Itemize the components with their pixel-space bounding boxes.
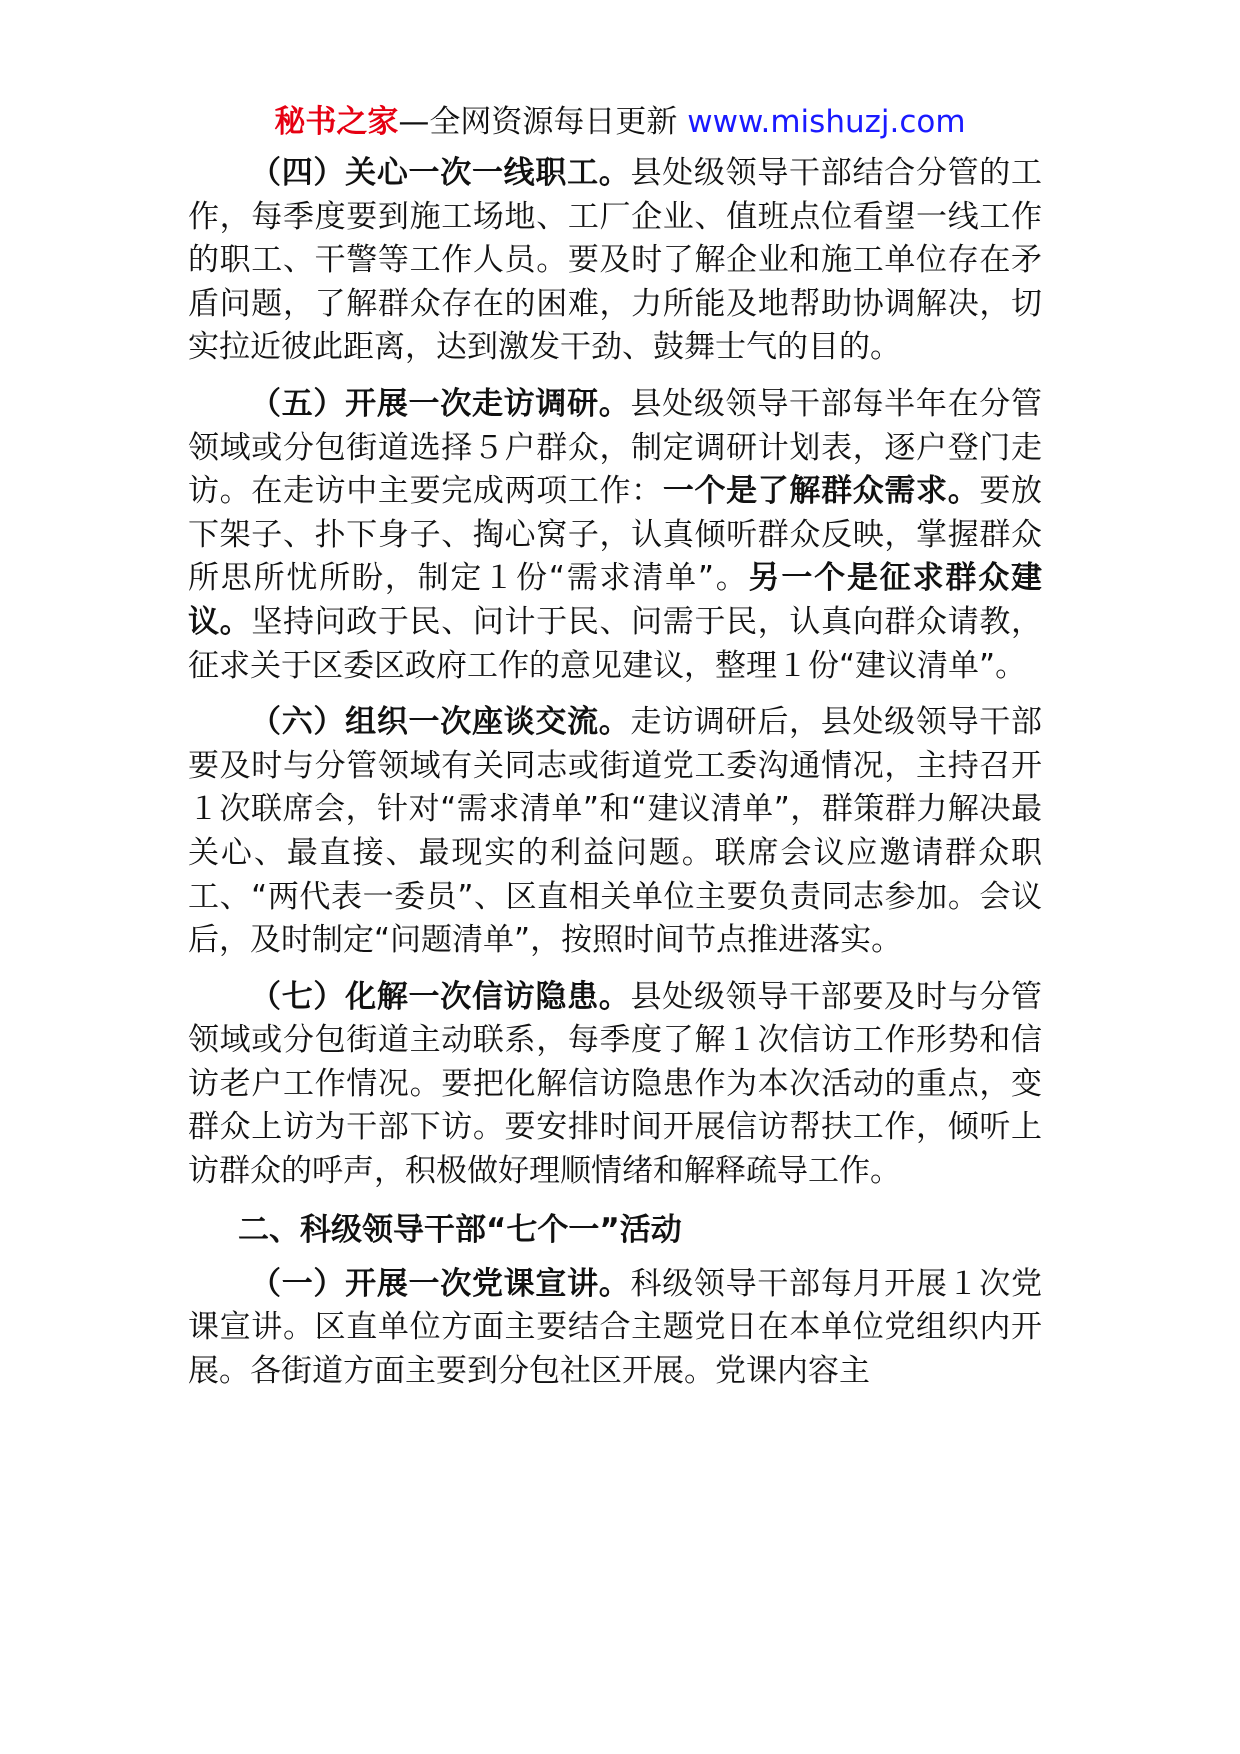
section-6-title: （六）组织一次座谈交流。 xyxy=(250,704,631,741)
header-brand: 秘书之家 xyxy=(274,104,399,140)
section-5-title: （五）开展一次走访调研。 xyxy=(250,385,631,422)
section-2-1-title: （一）开展一次党课宣讲。 xyxy=(250,1265,631,1302)
section-7-title: （七）化解一次信访隐患。 xyxy=(250,978,631,1015)
section-6 xyxy=(188,701,1042,963)
section-5 xyxy=(188,383,1042,688)
document-body xyxy=(188,152,1042,1406)
section-7-body: 县处级领导干部要及时与分管领域或分包街道主动联系，每季度了解１次信访工作形势和信访老户工作情况。要把化解信访隐患作为本次活动的重点，变群众上访为干部下访。要安排时间开展信访帮扶工作，倾听上访群众的呼声，积极做好理顺情绪和解释疏导工作。 xyxy=(188,978,1042,1190)
section-5-sub-1: 一个是了解群众需求。 xyxy=(662,473,980,510)
section-4-title: （四）关心一次一线职工。 xyxy=(250,155,631,191)
section-5-body-1: 县处级领导干部每半年在分管领域或分包街道选择５户群众，制定调研计划表，逐户登门走访。在走访中主要完成两项工作： xyxy=(188,385,1042,510)
section-7 xyxy=(188,976,1042,1194)
section-5-body-3: 坚持问政于民、问计于民、问需于民，认真向群众请教，征求关于区委区政府工作的意见建议，整理１份“建议清单”。 xyxy=(188,603,1043,684)
section-5-body-2: 要放下架子、扑下身子、掏心窝子，认真倾听群众反映，掌握群众所思所忧所盼，制定１份“需求清单”。 xyxy=(188,473,1043,597)
section-4 xyxy=(188,152,1042,370)
section-5-sub-2: 另一个是征求群众建议。 xyxy=(188,560,1043,640)
section-2-1-body: 科级领导干部每月开展１次党课宣讲。区直单位方面主要结合主题党日在本单位党组织内开展。各街道方面主要到分包社区开展。党课内容主 xyxy=(188,1265,1042,1389)
header-url[interactable]: www.mishuzj.com xyxy=(687,104,966,140)
section-4-body: 县处级领导干部结合分管的工作，每季度要到施工场地、工厂企业、值班点位看望一线工作的职工、干警等工作人员。要及时了解企业和施工单位存在矛盾问题，了解群众存在的困难，力所能及地帮助协调解决，切实拉近彼此距离，达到激发干劲、鼓舞士气的目的。 xyxy=(188,155,1042,366)
page-header xyxy=(0,100,1240,144)
heading-2: 二、科级领导干部“七个一”活动 xyxy=(238,1211,682,1248)
section-6-body: 走访调研后，县处级领导干部要及时与分管领域有关同志或街道党工委沟通情况，主持召开１次联席会，针对“需求清单”和“建议清单”，群策群力解决最关心、最直接、最现实的利益问题。联席会议应邀请群众职工、“两代表一委员”、区直相关单位主要负责同志参加。会议后，及时制定“问题清单”，按照时间节点推进落实。 xyxy=(188,704,1042,959)
section-2-1 xyxy=(188,1263,1042,1394)
header-tagline: —全网资源每日更新 xyxy=(398,104,678,140)
